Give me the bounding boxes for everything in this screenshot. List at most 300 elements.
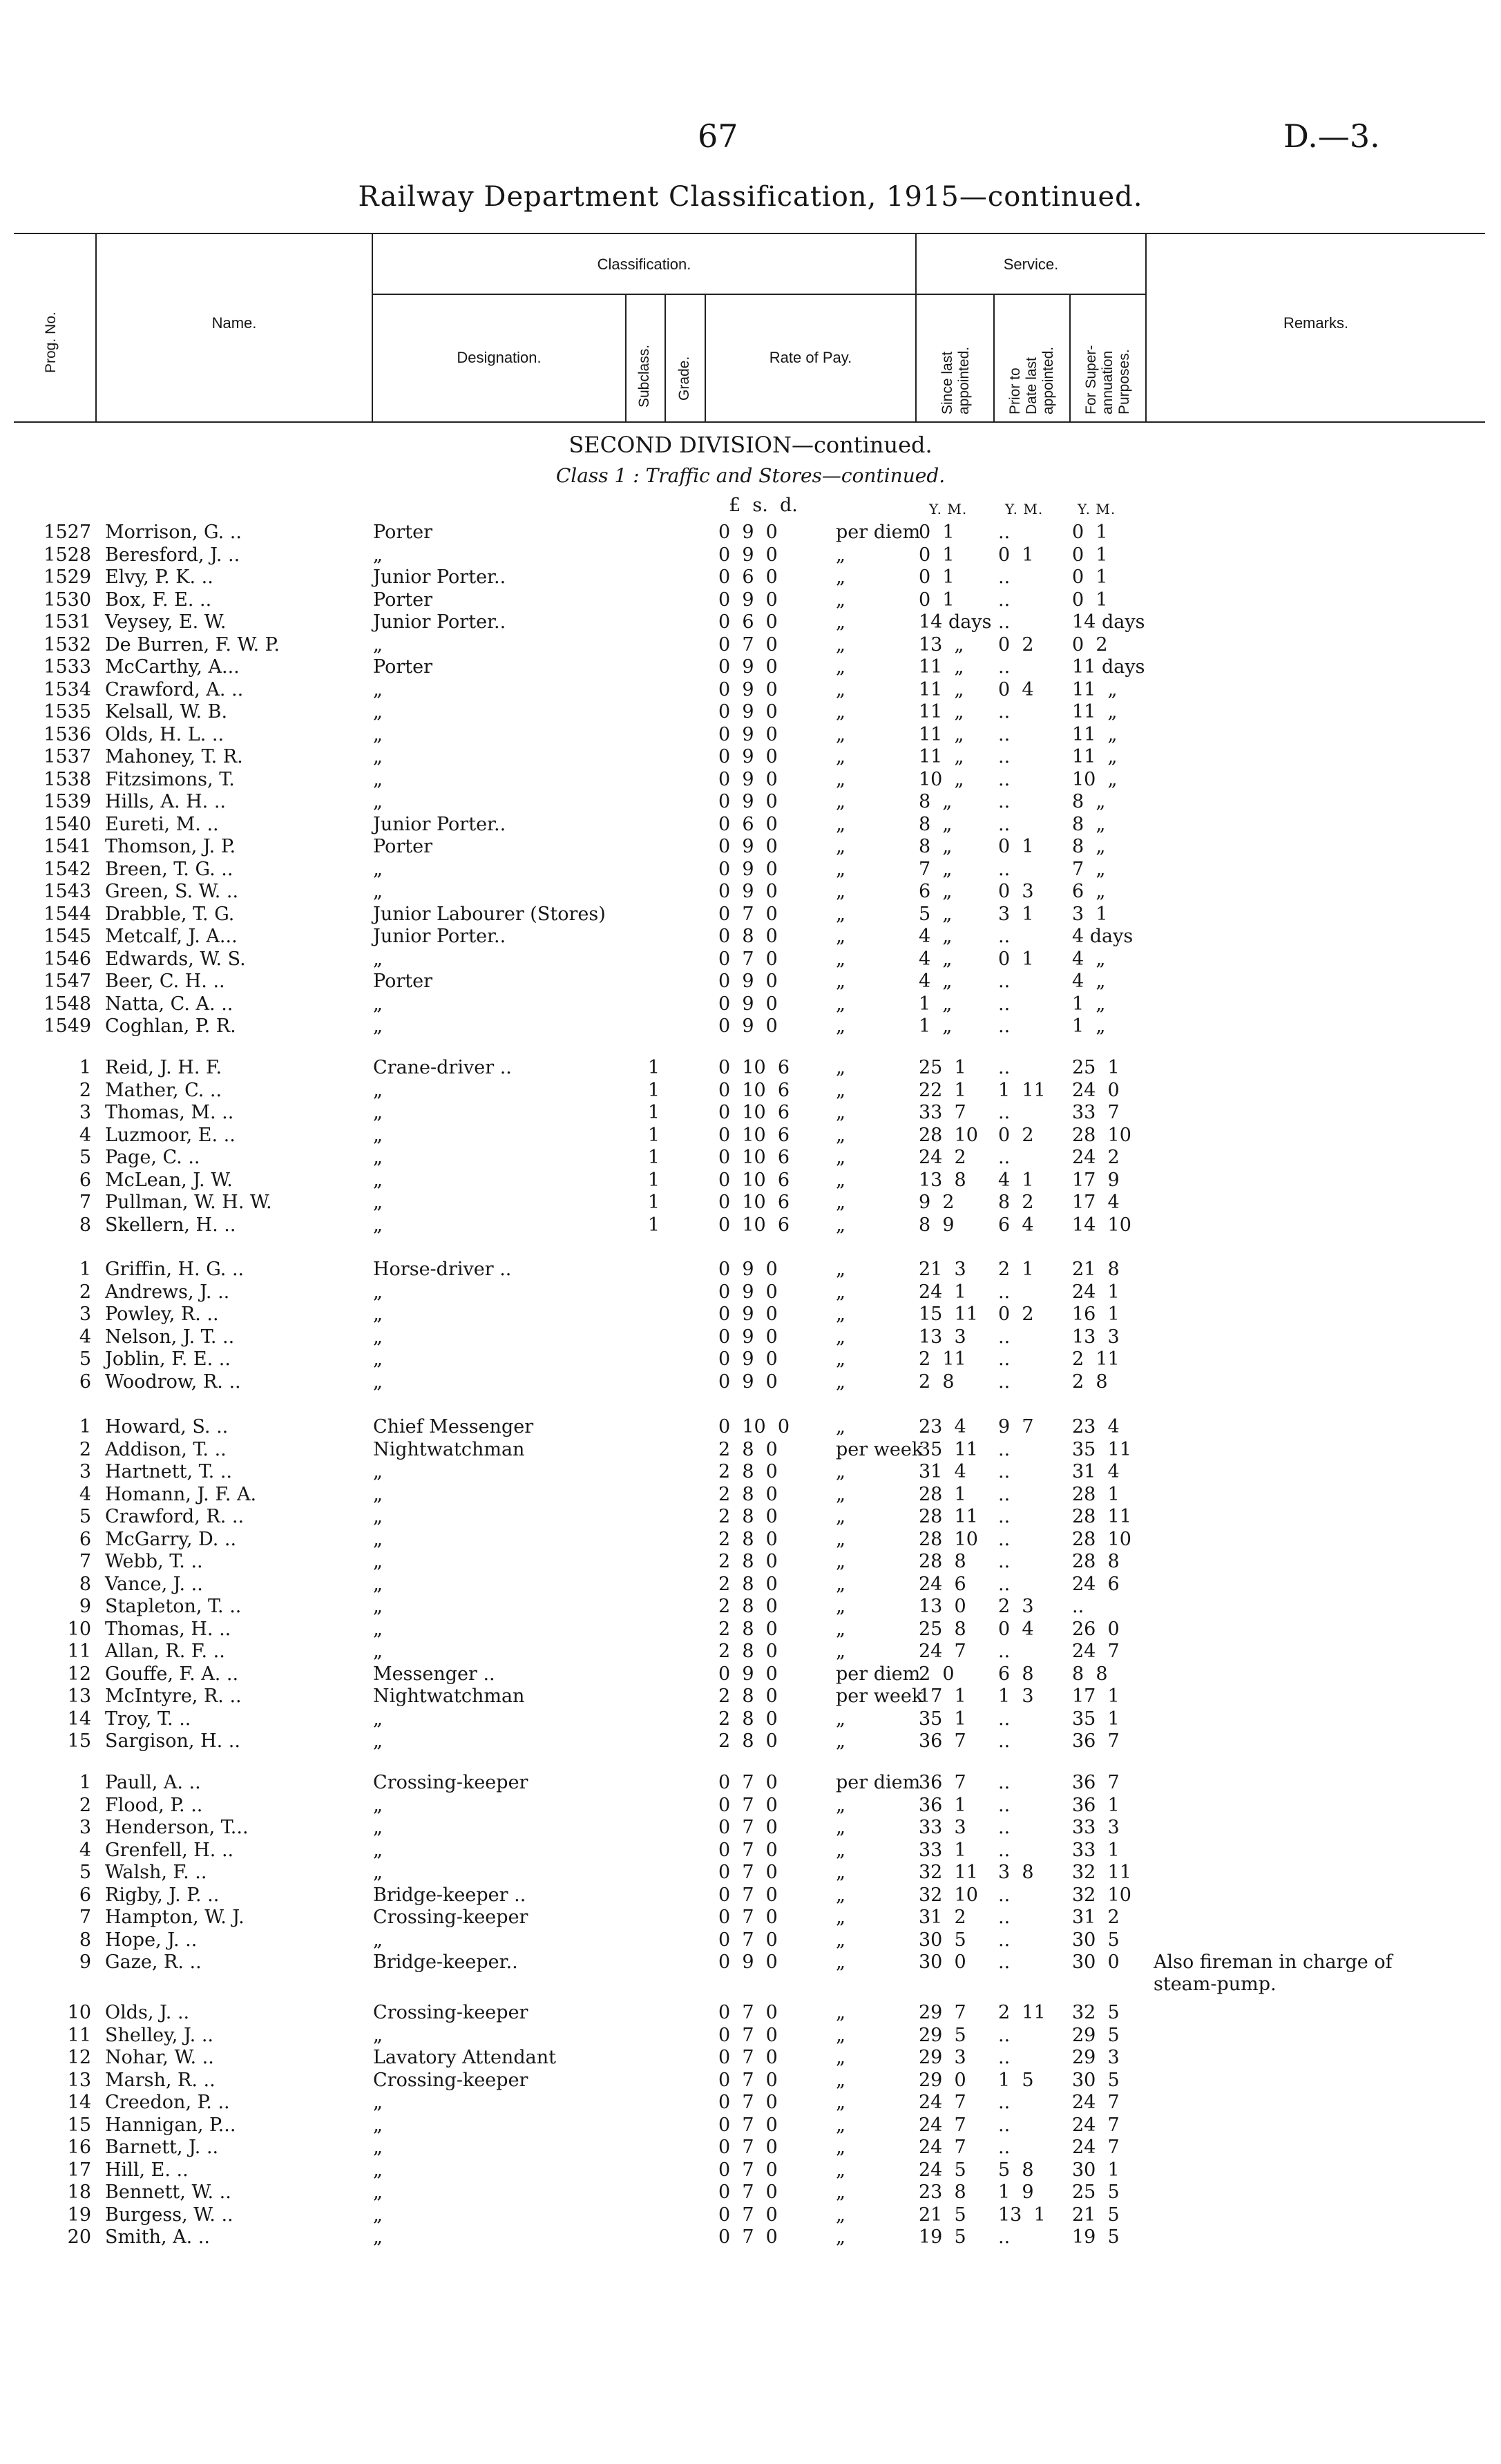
name-cell: Allan, R. F. ..: [105, 1641, 225, 1662]
prog-no-cell: 13: [67, 1685, 91, 1707]
designation-cell: „: [373, 948, 383, 970]
prog-no-cell: 7: [79, 1907, 91, 1928]
rate-period-cell: „: [836, 881, 845, 902]
rate-cell: 0 9 0: [718, 881, 778, 902]
name-cell: Thomas, H. ..: [105, 1618, 231, 1640]
designation-cell: „: [373, 1839, 383, 1861]
since-cell: 8 „: [919, 791, 953, 812]
rate-cell: 2 8 0: [718, 1551, 778, 1572]
prior-cell: 3 8: [998, 1862, 1034, 1883]
prog-no-cell: 7: [79, 1551, 91, 1572]
prior-cell: 0 1: [998, 948, 1034, 970]
super-cell: 2 11: [1072, 1348, 1120, 1370]
col-header-subclass: Subclass.: [636, 344, 652, 408]
name-cell: Eureti, M. ..: [105, 813, 219, 835]
name-cell: Vance, J. ..: [105, 1573, 203, 1595]
super-cell: 4 „: [1072, 948, 1106, 970]
name-cell: Elvy, P. K. ..: [105, 566, 213, 588]
designation-cell: „: [373, 1641, 383, 1662]
designation-cell: Porter: [373, 522, 432, 543]
super-cell: 35 11: [1072, 1438, 1131, 1460]
prog-no-cell: 1: [79, 1772, 91, 1793]
name-cell: Flood, P. ..: [105, 1794, 203, 1816]
prior-cell: ..: [998, 2137, 1011, 2158]
prog-no-cell: 1: [79, 1259, 91, 1280]
super-cell: 36 7: [1072, 1730, 1120, 1752]
super-cell: 28 8: [1072, 1551, 1120, 1572]
prior-cell: 1 5: [998, 2069, 1034, 2091]
name-cell: Olds, J. ..: [105, 2002, 190, 2023]
designation-cell: „: [373, 1596, 383, 1617]
prior-cell: ..: [998, 858, 1011, 880]
units-super: Y. M.: [1078, 501, 1116, 517]
prior-cell: 6 8: [998, 1663, 1034, 1685]
prior-cell: ..: [998, 1506, 1011, 1527]
super-cell: 14 10: [1072, 1214, 1131, 1236]
rate-period-cell: „: [836, 1281, 845, 1303]
rate-period-cell: „: [836, 1618, 845, 1640]
name-cell: McIntyre, R. ..: [105, 1685, 242, 1707]
super-cell: 28 1: [1072, 1483, 1120, 1505]
rate-cell: 0 8 0: [718, 926, 778, 947]
name-cell: Skellern, H. ..: [105, 1214, 236, 1236]
since-cell: 1 „: [919, 1015, 953, 1037]
prior-cell: 3 1: [998, 903, 1034, 925]
rate-period-cell: „: [836, 1708, 845, 1730]
prog-no-cell: 10: [67, 1618, 91, 1640]
rate-cell: 0 7 0: [718, 903, 778, 925]
prior-cell: ..: [998, 2114, 1011, 2136]
rate-cell: 0 9 0: [718, 836, 778, 857]
prog-no-cell: 5: [79, 1147, 91, 1168]
rate-period-cell: „: [836, 2092, 845, 2113]
since-cell: 24 1: [919, 1281, 966, 1303]
designation-cell: Junior Porter..: [373, 566, 506, 588]
super-cell: 29 5: [1072, 2024, 1120, 2046]
super-cell: 8 8: [1072, 1663, 1108, 1685]
since-cell: 8 9: [919, 1214, 955, 1236]
super-cell: 24 7: [1072, 2114, 1120, 2136]
since-cell: 0 1: [919, 522, 955, 543]
prog-no-cell: 1530: [44, 589, 91, 611]
rate-period-cell: „: [836, 948, 845, 970]
designation-cell: Bridge-keeper..: [373, 1951, 518, 1973]
rate-cell: 0 9 0: [718, 1663, 778, 1685]
prior-cell: ..: [998, 2024, 1011, 2046]
name-cell: Troy, T. ..: [105, 1708, 191, 1730]
name-cell: Gouffe, F. A. ..: [105, 1663, 239, 1685]
prog-no-cell: 16: [67, 2137, 91, 2158]
super-cell: 33 7: [1072, 1102, 1120, 1123]
super-cell: 10 „: [1072, 768, 1118, 790]
name-cell: Powley, R. ..: [105, 1303, 219, 1325]
since-cell: 24 7: [919, 2137, 966, 2158]
rate-cell: 0 7 0: [718, 633, 778, 656]
since-cell: 13 0: [919, 1596, 966, 1617]
since-cell: 25 8: [919, 1618, 966, 1640]
super-cell: 16 1: [1072, 1303, 1120, 1325]
prior-cell: 4 1: [998, 1169, 1034, 1191]
rate-cell: 2 8 0: [718, 1506, 778, 1527]
rate-period-cell: „: [836, 836, 845, 857]
prior-cell: 2 1: [998, 1259, 1034, 1280]
prog-no-cell: 11: [67, 2024, 91, 2046]
since-cell: 5 „: [919, 903, 953, 925]
super-cell: 4 „: [1072, 971, 1106, 992]
rate-period-cell: „: [836, 1506, 845, 1527]
since-cell: 2 11: [919, 1348, 966, 1370]
subclass-cell: 1: [647, 1057, 660, 1078]
since-cell: 2 8: [919, 1371, 955, 1393]
super-cell: 28 10: [1072, 1124, 1131, 1146]
since-cell: 30 5: [919, 1929, 966, 1951]
since-cell: 28 1: [919, 1483, 966, 1505]
name-cell: Luzmoor, E. ..: [105, 1124, 236, 1146]
designation-cell: „: [373, 1730, 383, 1752]
since-cell: 32 11: [919, 1862, 978, 1883]
rate-period-cell: „: [836, 566, 845, 588]
rate-period-cell: „: [836, 1951, 845, 1973]
rate-period-cell: „: [836, 1303, 845, 1325]
prog-no-cell: 1532: [44, 633, 91, 656]
since-cell: 11 „: [919, 701, 964, 723]
rate-period-cell: „: [836, 1929, 845, 1951]
rate-period-cell: „: [836, 1573, 845, 1595]
since-cell: 33 7: [919, 1102, 966, 1123]
designation-cell: „: [373, 1124, 383, 1146]
name-cell: Hannigan, P...: [105, 2114, 236, 2136]
rate-cell: 2 8 0: [718, 1641, 778, 1662]
designation-cell: „: [373, 1461, 383, 1482]
super-cell: 28 10: [1072, 1528, 1131, 1550]
prior-cell: ..: [998, 1461, 1011, 1482]
prior-cell: ..: [998, 813, 1011, 835]
rate-cell: 0 7 0: [718, 2092, 778, 2113]
prior-cell: ..: [998, 971, 1011, 992]
designation-cell: „: [373, 678, 383, 700]
since-cell: 13 3: [919, 1326, 966, 1348]
name-cell: Smith, A. ..: [105, 2226, 210, 2248]
prog-no-cell: 1: [79, 1057, 91, 1078]
designation-cell: Bridge-keeper ..: [373, 1884, 526, 1906]
since-cell: 24 7: [919, 2092, 966, 2113]
rate-period-cell: „: [836, 791, 845, 812]
division-heading: SECOND DIVISION—continued.: [568, 432, 933, 458]
prior-cell: ..: [998, 768, 1011, 790]
prog-no-cell: 2: [79, 1794, 91, 1816]
prior-cell: ..: [998, 1528, 1011, 1550]
rate-period-cell: „: [836, 1839, 845, 1861]
rate-period-cell: „: [836, 1326, 845, 1348]
since-cell: 31 4: [919, 1461, 966, 1482]
name-cell: Grenfell, H. ..: [105, 1839, 234, 1861]
designation-cell: „: [373, 1015, 383, 1037]
name-cell: Burgess, W. ..: [105, 2204, 233, 2226]
rate-cell: 0 9 0: [718, 1259, 778, 1280]
prog-no-cell: 19: [67, 2204, 91, 2226]
prog-no-cell: 6: [79, 1371, 91, 1393]
prior-cell: ..: [998, 1573, 1011, 1595]
col-header-super: For Super- annuation Purposes.: [1083, 345, 1132, 414]
rate-period-cell: „: [836, 1192, 845, 1213]
rate-period-cell: „: [836, 1794, 845, 1816]
since-cell: 36 7: [919, 1730, 966, 1752]
rate-period-cell: „: [836, 2114, 845, 2136]
name-cell: Crawford, R. ..: [105, 1506, 245, 1527]
name-cell: Metcalf, J. A...: [105, 926, 238, 947]
name-cell: Howard, S. ..: [105, 1416, 229, 1438]
rate-cell: 0 9 0: [718, 723, 778, 745]
since-cell: 4 „: [919, 948, 953, 970]
prog-no-cell: 1539: [44, 791, 91, 812]
rate-cell: 2 8 0: [718, 1461, 778, 1482]
rate-period-cell: per diem: [836, 1663, 921, 1685]
rate-cell: 0 9 0: [718, 678, 778, 700]
subclass-cell: 1: [647, 1214, 660, 1236]
rate-cell: 2 8 0: [718, 1708, 778, 1730]
prior-cell: ..: [998, 1794, 1011, 1816]
prog-no-cell: 12: [67, 1663, 91, 1685]
rate-period-cell: „: [836, 1015, 845, 1037]
prior-cell: 8 2: [998, 1192, 1034, 1213]
subclass-cell: 1: [647, 1147, 660, 1168]
rate-cell: 0 7 0: [718, 1907, 778, 1928]
super-cell: 28 11: [1072, 1506, 1131, 1527]
since-cell: 29 5: [919, 2024, 966, 2046]
since-cell: 4 „: [919, 971, 953, 992]
prior-cell: ..: [998, 2047, 1011, 2068]
super-cell: 2 8: [1072, 1371, 1108, 1393]
rate-cell: 0 7 0: [718, 2204, 778, 2226]
name-cell: De Burren, F. W. P.: [105, 633, 280, 656]
rate-period-cell: „: [836, 768, 845, 790]
super-cell: 33 1: [1072, 1839, 1120, 1861]
class-heading: Class 1 : Traffic and Stores—continued.: [555, 464, 946, 487]
since-cell: 23 8: [919, 2181, 966, 2203]
prior-cell: ..: [998, 723, 1011, 745]
name-cell: Coghlan, P. R.: [105, 1015, 236, 1037]
rate-period-cell: „: [836, 701, 845, 723]
name-cell: Shelley, J. ..: [105, 2024, 214, 2046]
rate-cell: 0 10 6: [718, 1124, 790, 1146]
designation-cell: „: [373, 1794, 383, 1816]
rate-cell: 2 8 0: [718, 1730, 778, 1752]
name-cell: McGarry, D. ..: [105, 1528, 237, 1550]
since-cell: 0 1: [919, 589, 955, 611]
designation-cell: „: [373, 791, 383, 812]
rate-cell: 0 9 0: [718, 1371, 778, 1393]
since-cell: 7 „: [919, 858, 953, 880]
super-cell: 32 11: [1072, 1862, 1131, 1883]
prog-no-cell: 6: [79, 1528, 91, 1550]
prog-no-cell: 2: [79, 1079, 91, 1101]
designation-cell: „: [373, 1929, 383, 1951]
designation-cell: „: [373, 1079, 383, 1101]
rate-period-cell: „: [836, 1169, 845, 1191]
rate-cell: 2 8 0: [718, 1483, 778, 1505]
since-cell: 32 10: [919, 1884, 978, 1906]
prior-cell: ..: [998, 1884, 1011, 1906]
rate-period-cell: „: [836, 589, 845, 611]
name-cell: Hill, E. ..: [105, 2159, 189, 2181]
rate-period-cell: „: [836, 633, 845, 656]
name-cell: Mahoney, T. R.: [105, 746, 243, 767]
prior-cell: 0 2: [998, 633, 1034, 656]
designation-cell: „: [373, 1371, 383, 1393]
rate-period-cell: „: [836, 1596, 845, 1617]
name-cell: McCarthy, A...: [105, 656, 240, 678]
prog-no-cell: 7: [79, 1192, 91, 1213]
col-header-remarks: Remarks.: [1283, 314, 1349, 332]
prior-cell: 0 4: [998, 678, 1034, 700]
name-cell: Page, C. ..: [105, 1147, 200, 1168]
rate-period-cell: „: [836, 1147, 845, 1168]
prior-cell: ..: [998, 791, 1011, 812]
super-cell: 24 7: [1072, 2092, 1120, 2113]
prog-no-cell: 6: [79, 1169, 91, 1191]
prog-no-cell: 1544: [44, 903, 91, 925]
prior-cell: ..: [998, 2226, 1011, 2248]
rate-cell: 0 7 0: [718, 2137, 778, 2158]
rate-period-cell: „: [836, 1884, 845, 1906]
rate-period-cell: „: [836, 2137, 845, 2158]
col-header-classification: Classification.: [597, 256, 691, 273]
prior-cell: ..: [998, 701, 1011, 723]
col-divider: [993, 295, 995, 423]
subclass-cell: 1: [647, 1102, 660, 1123]
prog-no-cell: 1537: [44, 746, 91, 767]
rate-period-cell: „: [836, 813, 845, 835]
col-header-prior: Prior to Date last appointed.: [1007, 346, 1056, 414]
super-cell: 11 „: [1072, 701, 1118, 723]
rate-period-cell: „: [836, 611, 845, 633]
col-header-designation: Designation.: [457, 349, 542, 366]
prior-cell: ..: [998, 1929, 1011, 1951]
rate-period-cell: „: [836, 678, 845, 700]
name-cell: Fitzsimons, T.: [105, 768, 235, 790]
designation-cell: „: [373, 1528, 383, 1550]
prior-cell: 1 3: [998, 1685, 1034, 1707]
name-cell: McLean, J. W.: [105, 1169, 233, 1191]
super-cell: 17 1: [1072, 1685, 1120, 1707]
name-cell: Kelsall, W. B.: [105, 701, 228, 723]
name-cell: Paull, A. ..: [105, 1772, 201, 1793]
designation-cell: „: [373, 1483, 383, 1505]
designation-cell: Crane-driver ..: [373, 1057, 512, 1078]
designation-cell: Junior Labourer (Stores): [373, 903, 606, 925]
since-cell: 33 1: [919, 1839, 966, 1861]
since-cell: 25 1: [919, 1057, 966, 1078]
rate-period-cell: „: [836, 1124, 845, 1146]
prog-no-cell: 2: [79, 1438, 91, 1460]
prior-cell: 9 7: [998, 1416, 1034, 1438]
super-cell: 26 0: [1072, 1618, 1120, 1640]
super-cell: 31 4: [1072, 1461, 1120, 1482]
designation-cell: „: [373, 1169, 383, 1191]
rate-cell: 2 8 0: [718, 1618, 778, 1640]
prior-cell: 1 9: [998, 2181, 1034, 2203]
designation-cell: Junior Porter..: [373, 611, 506, 633]
designation-cell: Porter: [373, 589, 432, 611]
col-header-name: Name.: [211, 314, 257, 332]
units-prior: Y. M.: [1005, 501, 1044, 517]
prior-cell: ..: [998, 1015, 1011, 1037]
subclass-cell: 1: [647, 1124, 660, 1146]
prior-cell: ..: [998, 993, 1011, 1015]
prog-no-cell: 13: [67, 2069, 91, 2091]
prog-no-cell: 3: [79, 1102, 91, 1123]
designation-cell: „: [373, 1708, 383, 1730]
designation-cell: Lavatory Attendant: [373, 2047, 556, 2068]
header-bottom-rule: [14, 421, 1485, 423]
name-cell: Bennett, W. ..: [105, 2181, 231, 2203]
since-cell: 0 1: [919, 544, 955, 566]
designation-cell: Crossing-keeper: [373, 2002, 528, 2023]
prior-cell: ..: [998, 1730, 1011, 1752]
prog-no-cell: 1529: [44, 566, 91, 588]
rate-cell: 0 9 0: [718, 1015, 778, 1037]
rate-period-cell: per week: [836, 1685, 924, 1707]
since-cell: 11 „: [919, 723, 964, 745]
prog-no-cell: 1540: [44, 813, 91, 835]
prog-no-cell: 15: [67, 1730, 91, 1752]
name-cell: Creedon, P. ..: [105, 2092, 230, 2113]
designation-cell: Porter: [373, 656, 432, 678]
since-cell: 14 days: [919, 611, 992, 633]
name-cell: Nohar, W. ..: [105, 2047, 214, 2068]
rate-cell: 0 10 6: [718, 1169, 790, 1191]
designation-cell: „: [373, 1214, 383, 1236]
super-cell: 0 1: [1072, 522, 1108, 543]
since-cell: 2 0: [919, 1663, 955, 1685]
since-cell: 17 1: [919, 1685, 966, 1707]
rate-cell: 2 8 0: [718, 1685, 778, 1707]
prior-cell: ..: [998, 1281, 1011, 1303]
rate-cell: 0 9 0: [718, 701, 778, 723]
super-cell: 30 1: [1072, 2159, 1120, 2181]
super-cell: 24 2: [1072, 1147, 1120, 1168]
prog-no-cell: 1538: [44, 768, 91, 790]
prior-cell: 0 2: [998, 1303, 1034, 1325]
rate-cell: 0 7 0: [718, 1929, 778, 1951]
since-cell: 23 4: [919, 1416, 966, 1438]
super-cell: 0 1: [1072, 589, 1108, 611]
rate-period-cell: „: [836, 993, 845, 1015]
name-cell: Drabble, T. G.: [105, 903, 235, 925]
designation-cell: Junior Porter..: [373, 813, 506, 835]
prog-no-cell: 1534: [44, 678, 91, 700]
name-cell: Joblin, F. E. ..: [105, 1348, 231, 1370]
rate-cell: 0 10 6: [718, 1192, 790, 1213]
page-title: Railway Department Classification, 1915—continued.: [358, 181, 1143, 213]
rate-period-cell: „: [836, 723, 845, 745]
since-cell: 29 0: [919, 2069, 966, 2091]
since-cell: 24 7: [919, 1641, 966, 1662]
name-cell: Gaze, R. ..: [105, 1951, 202, 1973]
prior-cell: 2 11: [998, 2002, 1046, 2023]
prog-no-cell: 8: [79, 1929, 91, 1951]
name-cell: Hills, A. H. ..: [105, 791, 227, 812]
rate-cell: 0 9 0: [718, 1326, 778, 1348]
prog-no-cell: 17: [67, 2159, 91, 2181]
designation-cell: Crossing-keeper: [373, 2069, 528, 2091]
rate-cell: 0 9 0: [718, 544, 778, 566]
name-cell: Hampton, W. J.: [105, 1907, 245, 1928]
super-cell: 13 3: [1072, 1326, 1120, 1348]
rate-cell: 0 9 0: [718, 1951, 778, 1973]
prior-cell: ..: [998, 1438, 1011, 1460]
prog-no-cell: 1546: [44, 948, 91, 970]
